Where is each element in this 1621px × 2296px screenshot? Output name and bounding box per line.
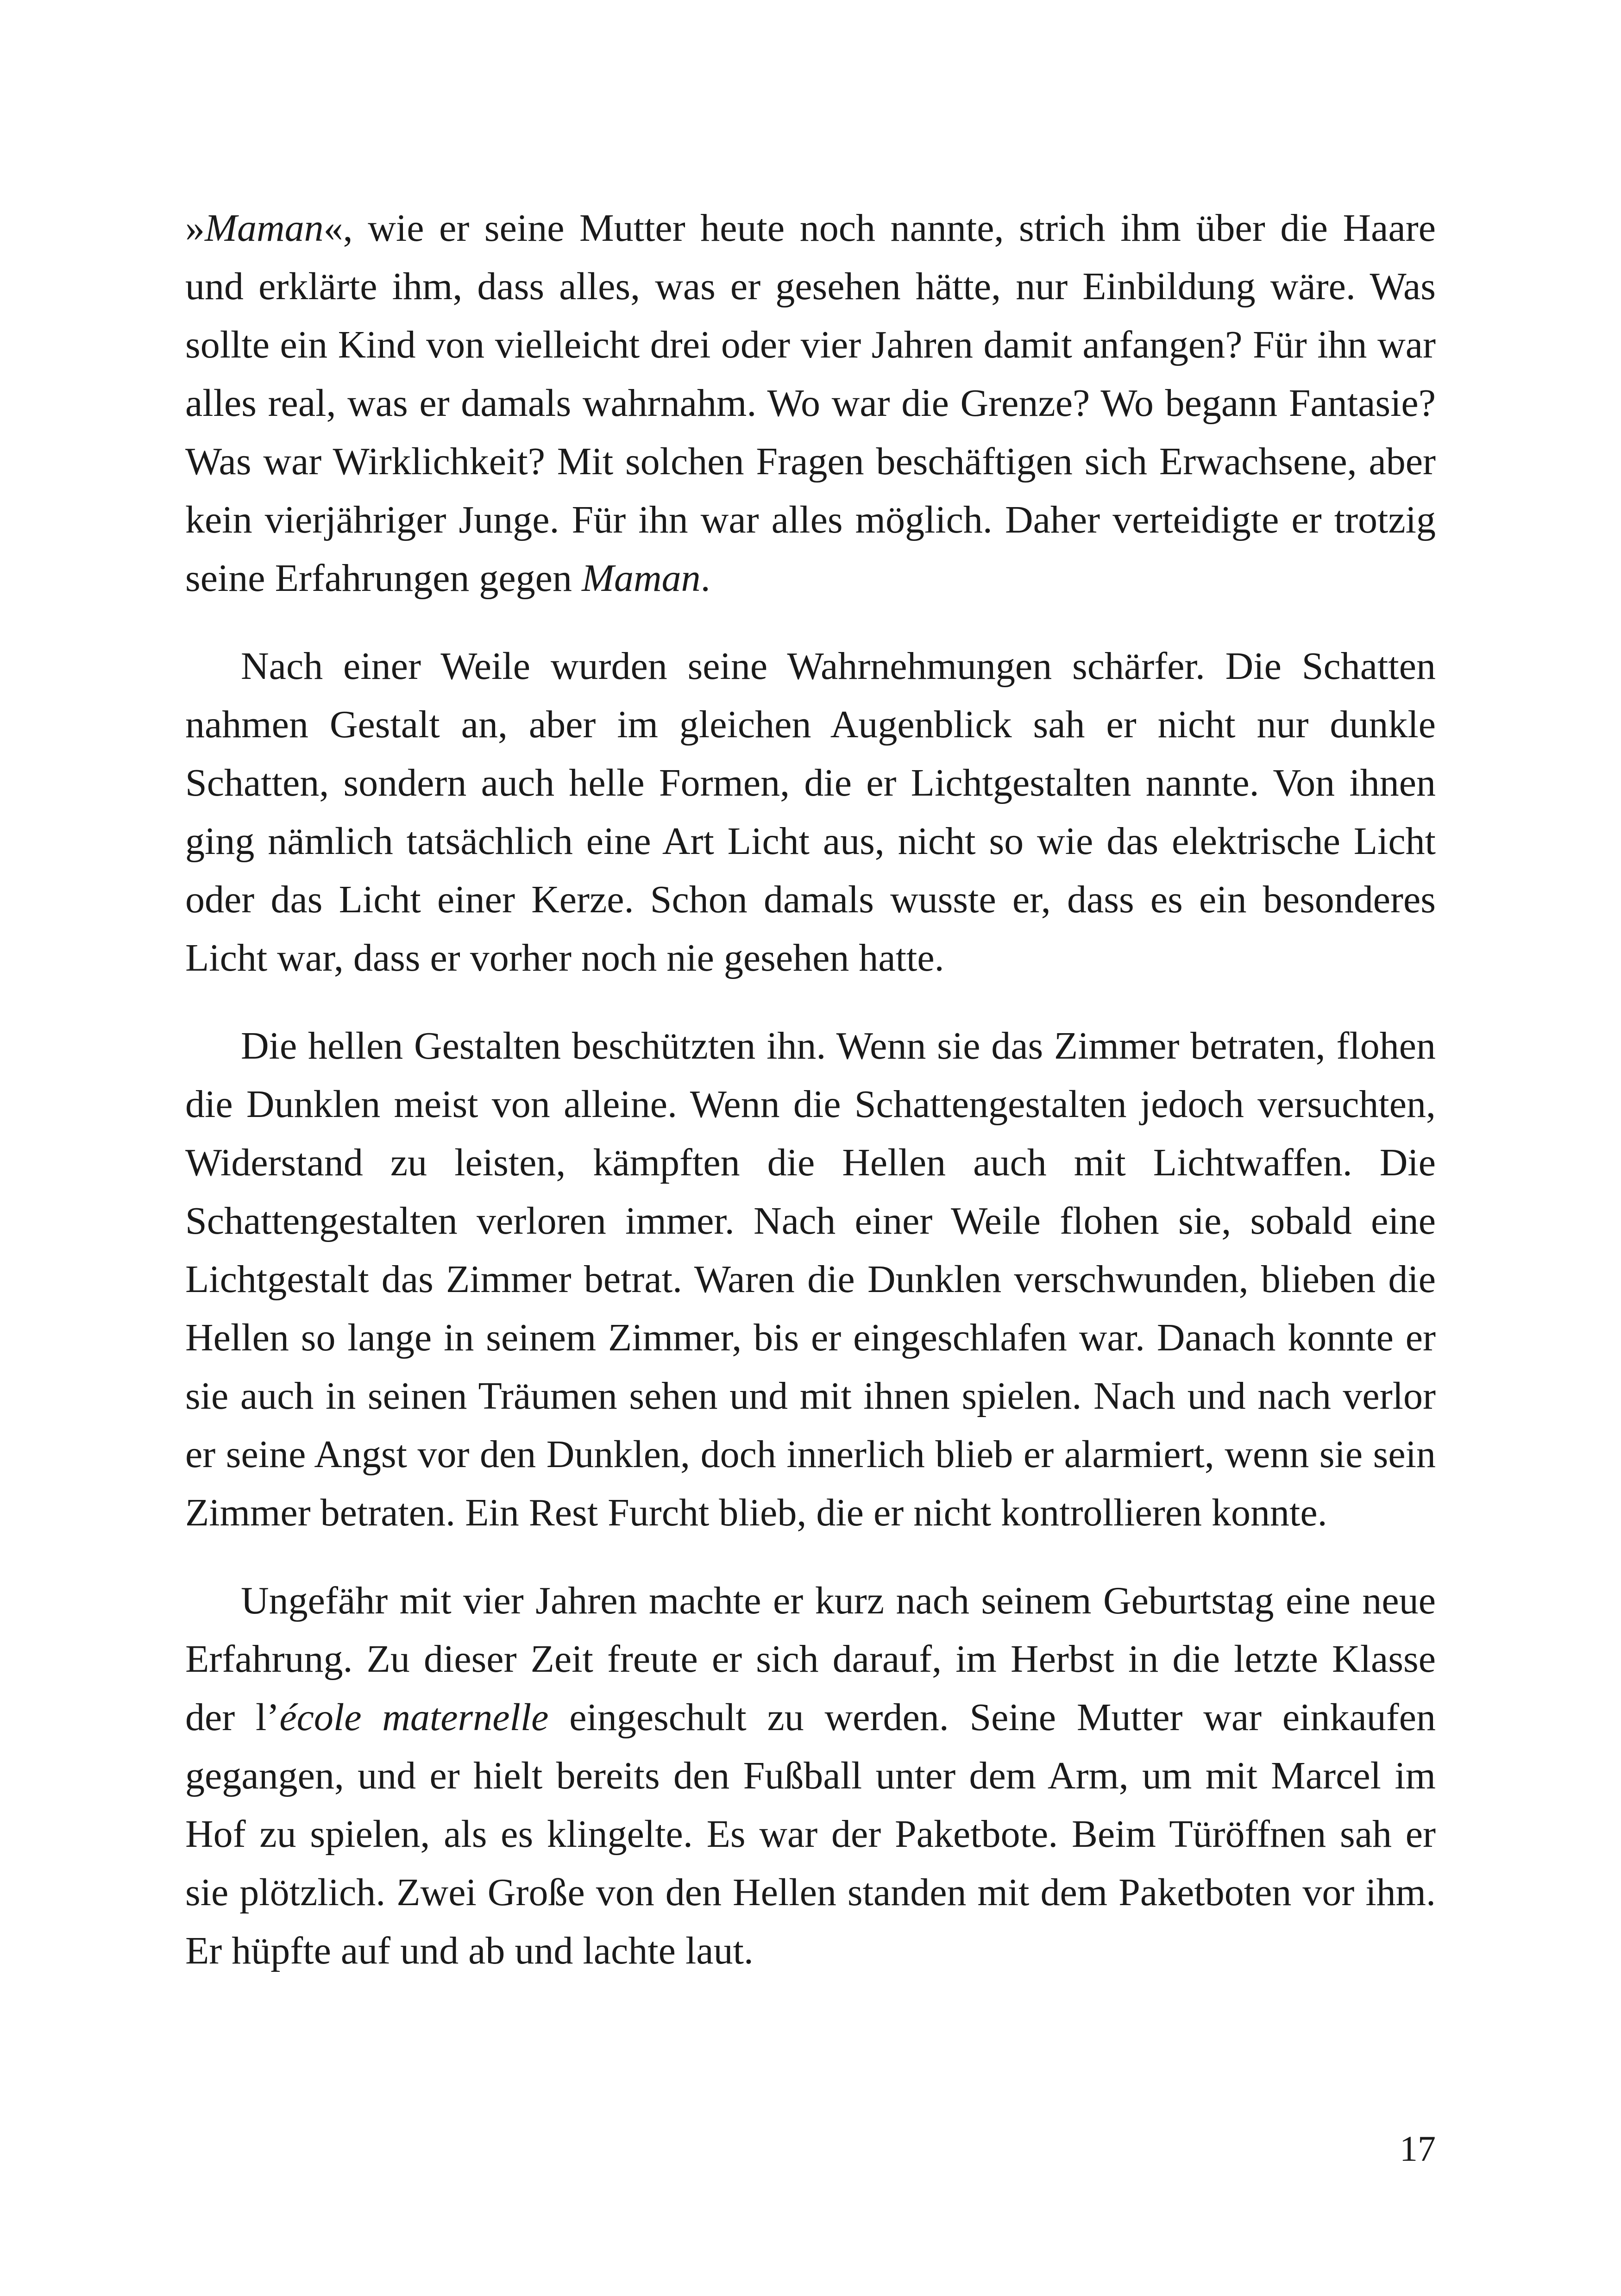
paragraph-4	[185, 1572, 1436, 1980]
paragraph-1	[185, 199, 1436, 608]
paragraph-2	[185, 637, 1436, 987]
italic-segment: Maman	[581, 557, 701, 600]
page-number: 17	[1400, 2128, 1436, 2169]
italic-segment: école maternelle	[279, 1696, 549, 1739]
italic-segment: Maman	[205, 207, 324, 250]
segment: .	[700, 557, 710, 600]
segment: Ungefähr mit vier Jahren machte er kurz nach seinem Geburtstag eine neue Erfahrung. Zu dieser Zeit freute er sich darauf, im Herbst in die letzte Klasse der l’	[185, 1579, 1436, 1739]
segment: eingeschult zu werden. Seine Mutter war einkaufen gegangen, und er hielt bereits den Fußball unter dem Arm, um mit Marcel im Hof zu spielen, als es klingelte. Es war der Paketbote. Beim Türöffnen sah er sie plötzlich. Zwei Große von den Hellen standen mit dem Paketboten vor ihm. Er hüpfte auf und ab und lachte laut.	[185, 1696, 1436, 1972]
segment: Nach einer Weile wurden seine Wahrnehmungen schärfer. Die Schatten nahmen Gestalt an, aber im gleichen Augenblick sah er nicht nur dunkle Schatten, sondern auch helle Formen, die er Lichtgestalten nannte. Von ihnen ging nämlich tatsächlich eine Art Licht aus, nicht so wie das elektrische Licht oder das Licht einer Kerze. Schon damals wusste er, dass es ein besonderes Licht war, dass er vorher noch nie gesehen hatte.	[185, 645, 1436, 979]
segment: Die hellen Gestalten beschützten ihn. Wenn sie das Zimmer betraten, flohen die Dunklen meist von alleine. Wenn die Schattengestalten jedoch versuchten, Widerstand zu leisten, kämpften die Hellen auch mit Lichtwaffen. Die Schattengestalten verloren immer. Nach einer Weile flohen sie, sobald eine Lichtgestalt das Zimmer betrat. Waren die Dunklen verschwunden, blieben die Hellen so lange in seinem Zimmer, bis er eingeschlafen war. Danach konnte er sie auch in seinen Träumen sehen und mit ihnen spielen. Nach und nach verlor er seine Angst vor den Dunklen, doch innerlich blieb er alarmiert, wenn sie sein Zimmer betraten. Ein Rest Furcht blieb, die er nicht kontrollieren konnte.	[185, 1024, 1436, 1534]
segment: »	[185, 207, 205, 250]
paragraph-3	[185, 1017, 1436, 1542]
segment: «, wie er seine Mutter heute noch nannte, strich ihm über die Haare und erklärte ihm, dass alles, was er gesehen hätte, nur Einbildung wäre. Was sollte ein Kind von vielleicht drei oder vier Jahren damit anfangen? Für ihn war alles real, was er damals wahrnahm. Wo war die Grenze? Wo begann Fantasie? Was war Wirklichkeit? Mit solchen Fragen beschäftigen sich Erwachsene, aber kein vierjähriger Junge. Für ihn war alles möglich. Daher verteidigte er trotzig seine Erfahrungen gegen	[185, 207, 1436, 600]
body-text	[185, 199, 1436, 1980]
